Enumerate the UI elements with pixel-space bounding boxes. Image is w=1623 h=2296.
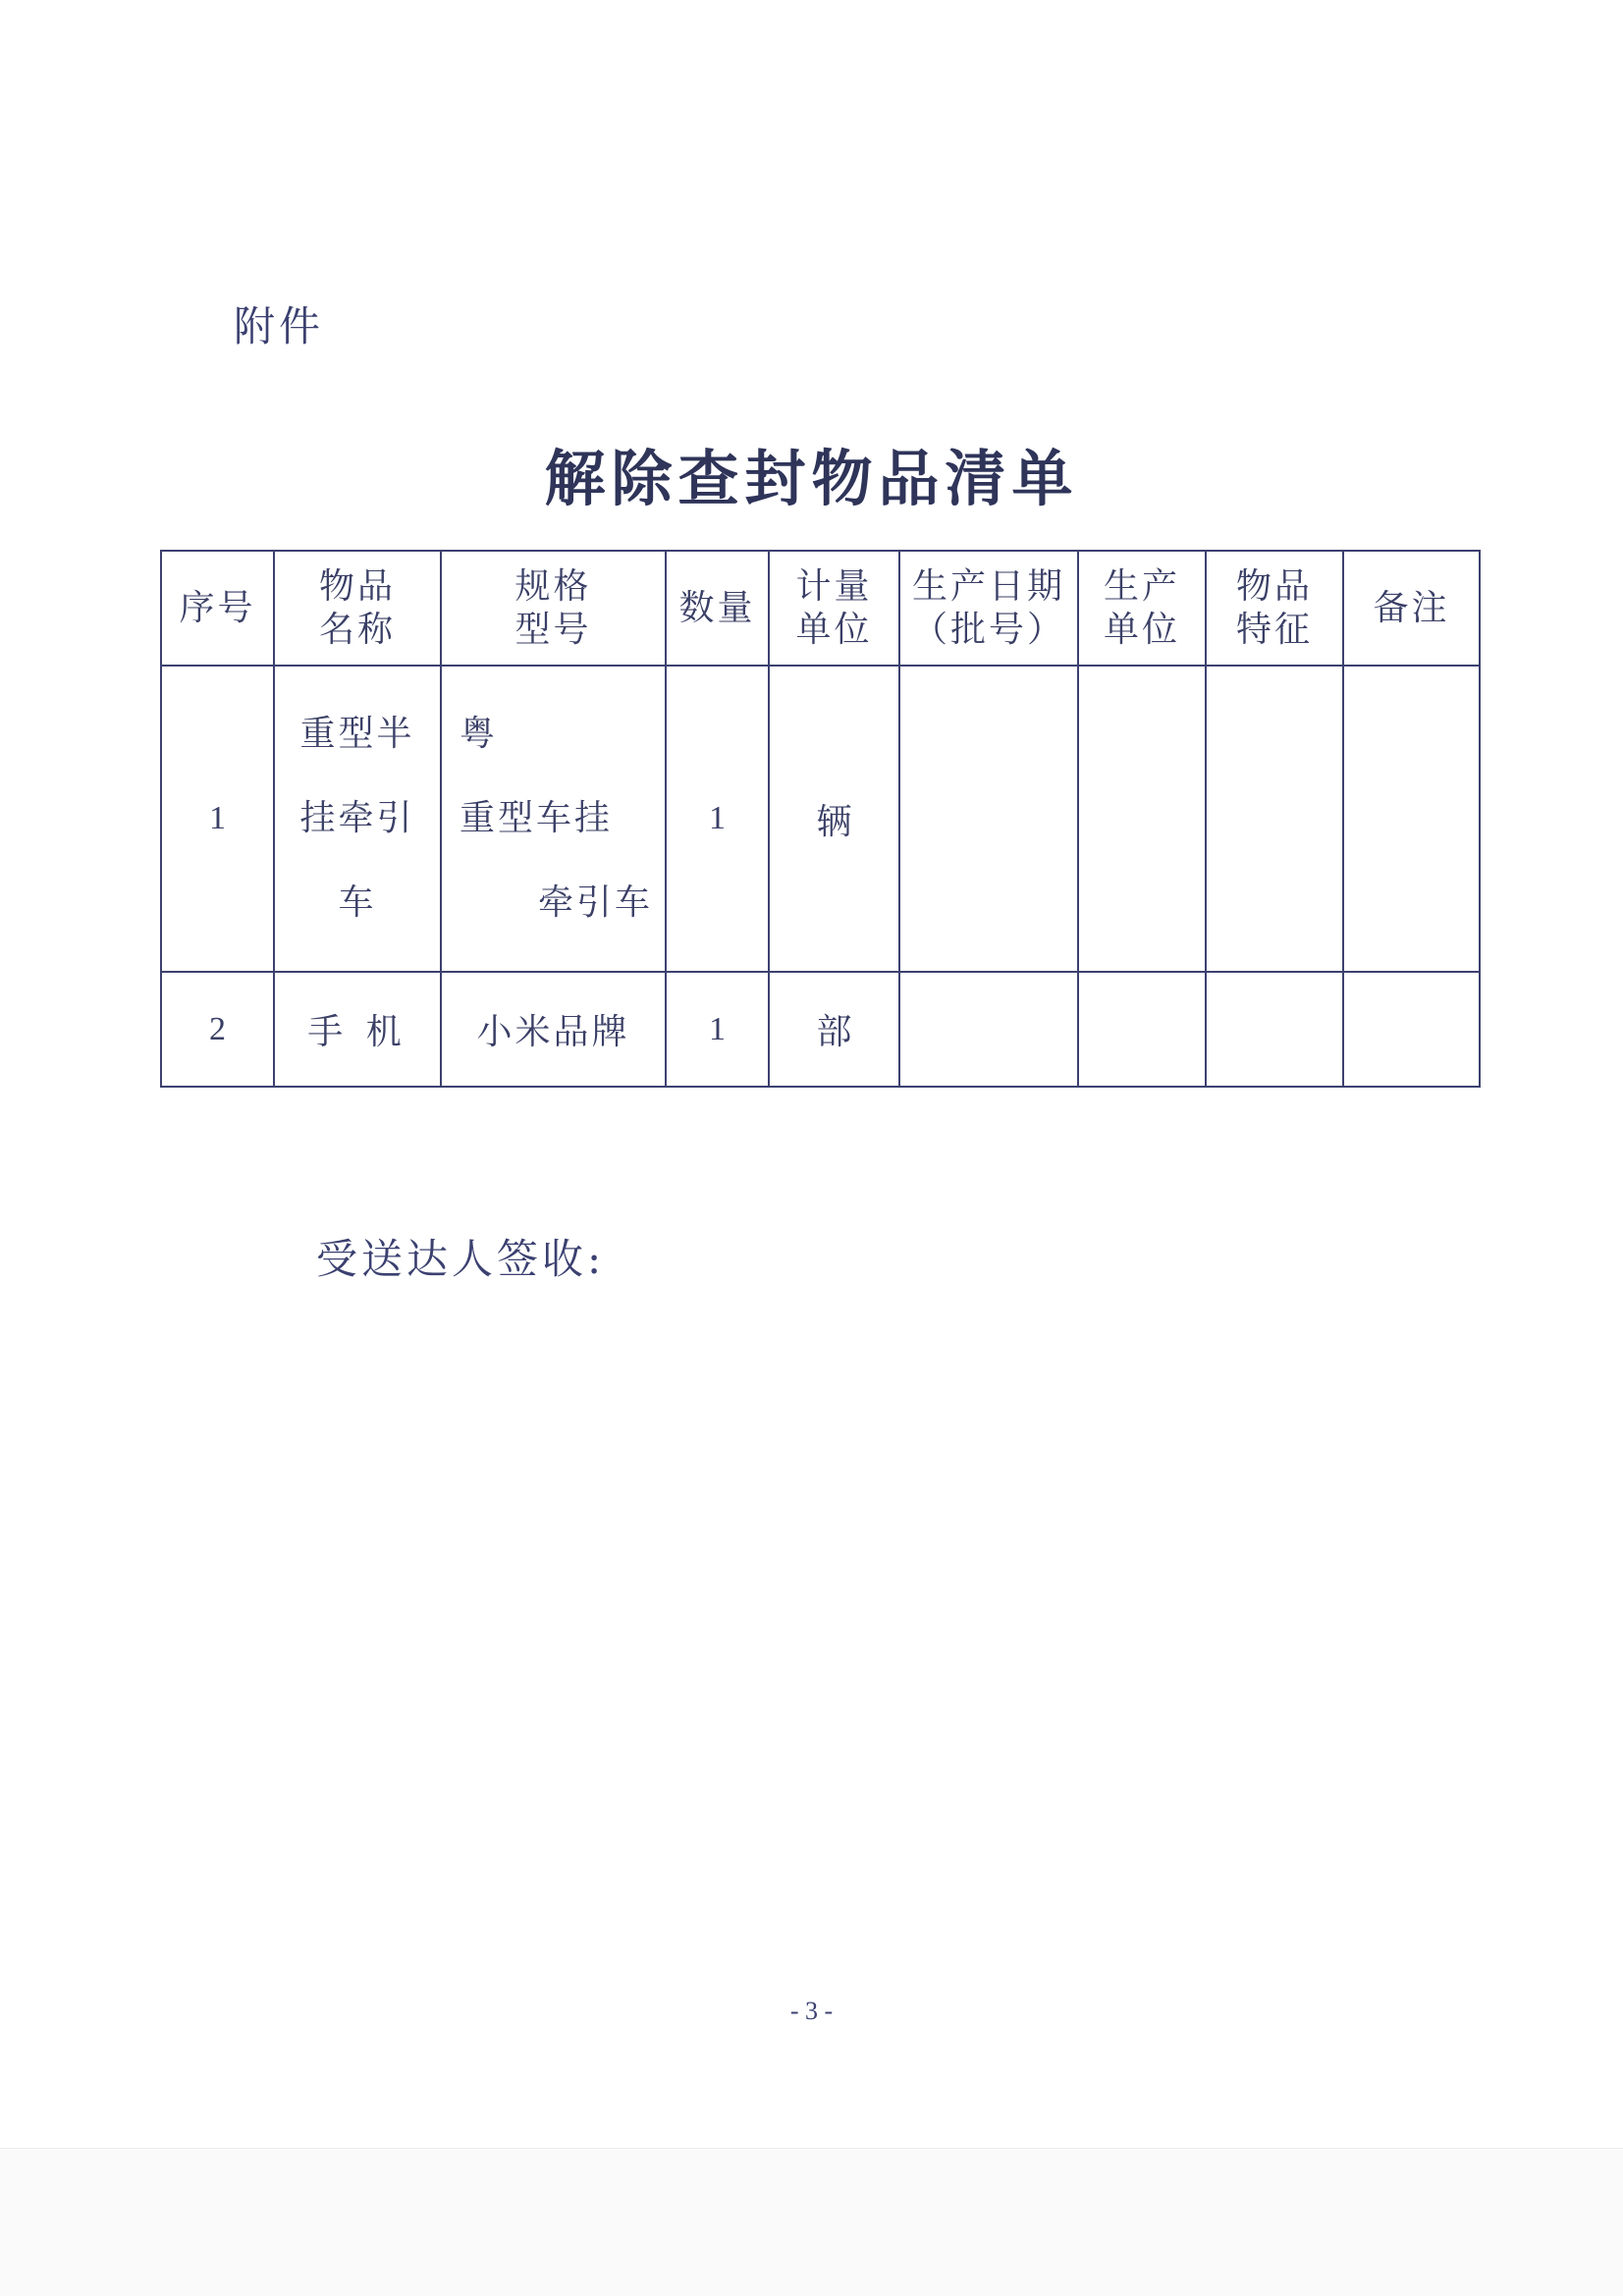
released-items-table xyxy=(160,550,1481,1088)
cell-manufacturer xyxy=(1078,666,1206,972)
header-unit-line1: 计量 xyxy=(795,565,873,607)
cell-item-name xyxy=(274,666,441,972)
spec-line: 粤 xyxy=(459,714,498,754)
cell-production-date xyxy=(899,972,1078,1087)
header-spec-line2: 型号 xyxy=(514,609,592,650)
cell-quantity: 1 xyxy=(666,666,769,972)
cell-manufacturer xyxy=(1078,972,1206,1087)
header-seq: 序号 xyxy=(161,551,274,666)
table-row xyxy=(161,972,1480,1087)
header-manufacturer xyxy=(1078,551,1206,666)
cell-quantity: 1 xyxy=(666,972,769,1087)
attachment-label: 附件 xyxy=(234,302,325,350)
item-name-line: 车 xyxy=(338,882,377,923)
cell-unit: 部 xyxy=(769,972,899,1087)
cell-features xyxy=(1206,666,1343,972)
cell-unit: 辆 xyxy=(769,666,899,972)
item-name-line: 挂牵引 xyxy=(299,798,415,838)
cell-remarks xyxy=(1343,666,1480,972)
table-row xyxy=(161,666,1480,972)
item-name-line: 重型半 xyxy=(299,714,415,754)
cell-remarks xyxy=(1343,972,1480,1087)
document-title: 解除查封物品清单 xyxy=(544,443,1079,514)
cell-spec-model xyxy=(441,666,666,972)
header-date-line2: （批号） xyxy=(911,609,1065,650)
header-item-name-line1: 物品 xyxy=(318,565,396,607)
scan-bottom-edge xyxy=(0,2148,1623,2296)
header-feature-line2: 特征 xyxy=(1235,609,1313,650)
header-features xyxy=(1206,551,1343,666)
header-remarks: 备注 xyxy=(1343,551,1480,666)
header-date-line1: 生产日期 xyxy=(911,565,1065,607)
spec-line: 重型车挂 xyxy=(459,798,613,838)
cell-features xyxy=(1206,972,1343,1087)
table-header-row xyxy=(161,551,1480,666)
cell-seq: 1 xyxy=(161,666,274,972)
header-production-date xyxy=(899,551,1078,666)
cell-production-date xyxy=(899,666,1078,972)
header-quantity: 数量 xyxy=(666,551,769,666)
spec-line: 牵引车 xyxy=(537,882,653,923)
header-feature-line1: 物品 xyxy=(1235,565,1313,607)
header-unit-line2: 单位 xyxy=(795,609,873,650)
header-spec-line1: 规格 xyxy=(514,565,592,607)
header-item-name-line2: 名称 xyxy=(318,609,396,650)
header-spec-model xyxy=(441,551,666,666)
page-number: - 3 - xyxy=(789,1997,834,2025)
header-item-name xyxy=(274,551,441,666)
cell-spec-model: 小米品牌 xyxy=(441,972,666,1087)
header-maker-line1: 生产 xyxy=(1103,565,1180,607)
cell-item-name: 手 机 xyxy=(274,972,441,1087)
cell-seq: 2 xyxy=(161,972,274,1087)
recipient-signature-label: 受送达人签收: xyxy=(316,1235,606,1283)
header-maker-line2: 单位 xyxy=(1103,609,1180,650)
header-unit xyxy=(769,551,899,666)
